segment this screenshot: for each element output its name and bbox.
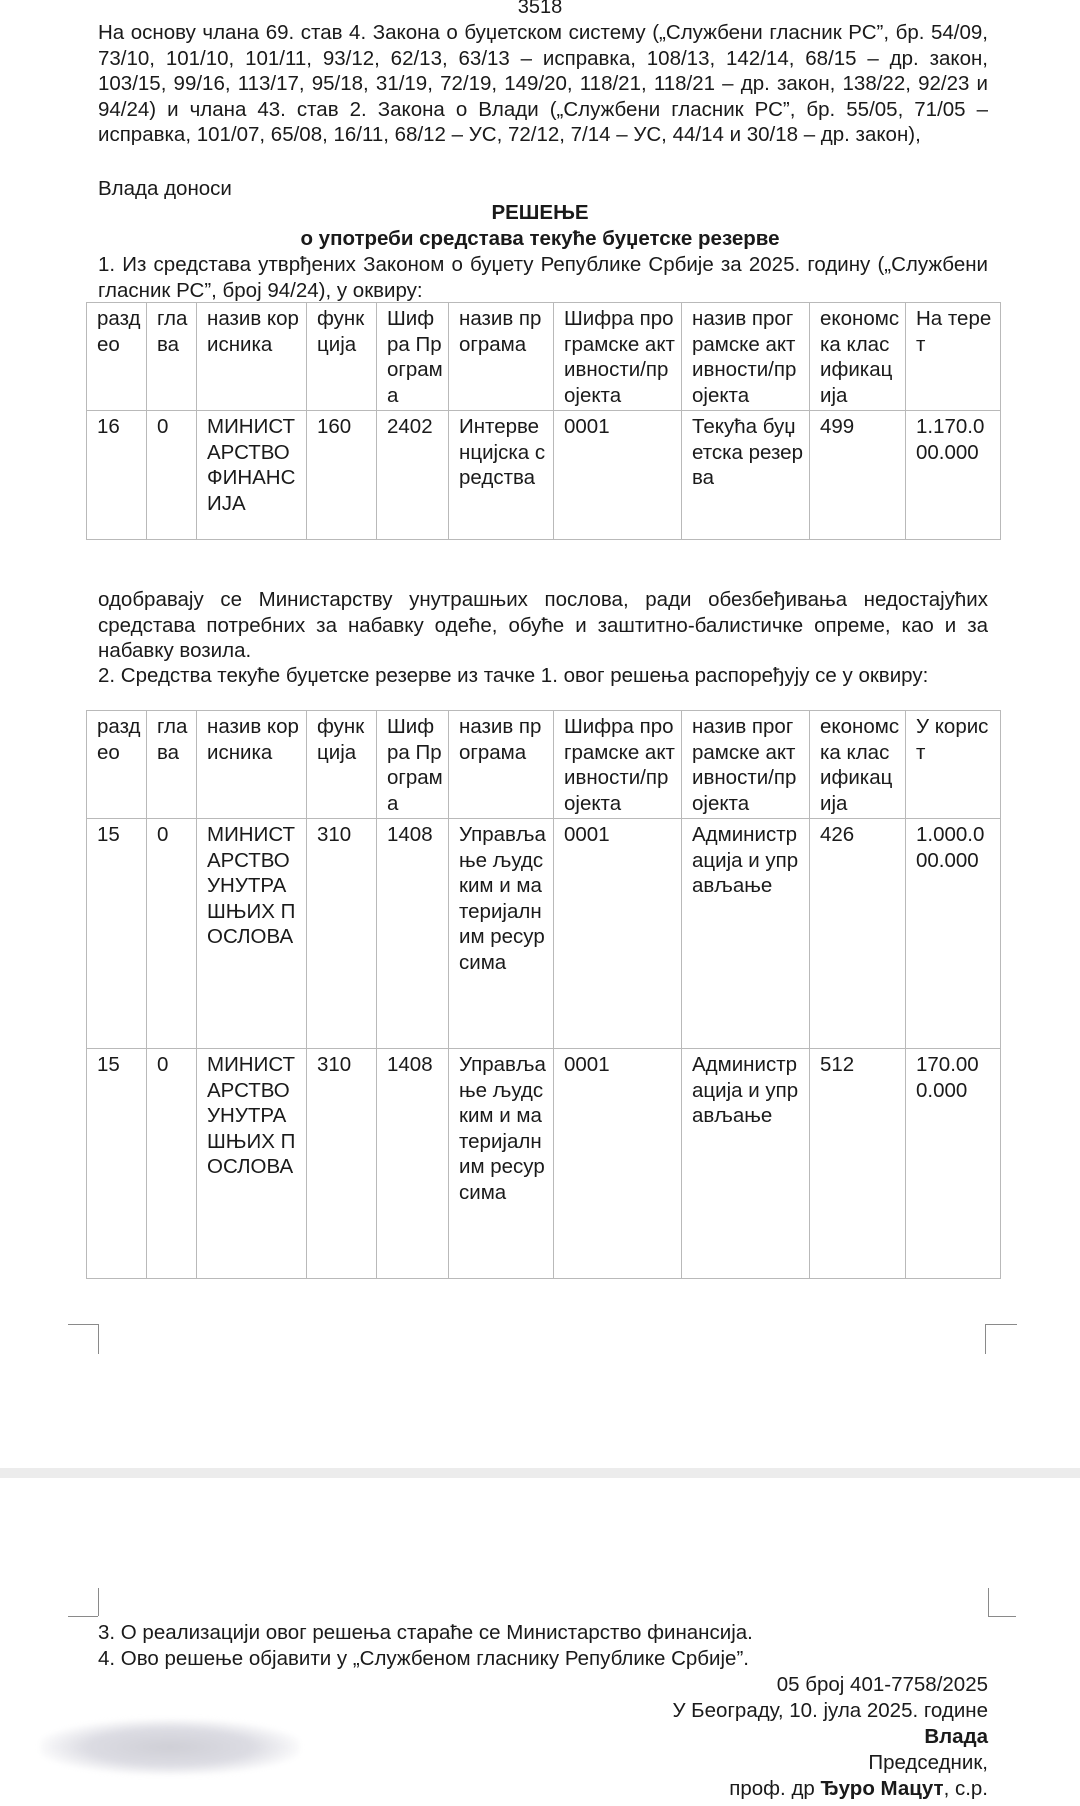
col-header-program-code: Шифра Програма (377, 711, 449, 819)
cell-section: 16 (87, 411, 147, 540)
signatory-role: Председник, (868, 1751, 988, 1774)
col-header-program-code: Шифра Програма (377, 303, 449, 411)
cell-amount: 1.170.000.000 (906, 411, 1001, 540)
col-header-section: раздео (87, 303, 147, 411)
cell-chapter: 0 (147, 1049, 197, 1279)
crop-mark (98, 1588, 99, 1616)
cell-economic-class: 426 (810, 819, 906, 1049)
signatory-suffix: , с.р. (943, 1777, 988, 1800)
cell-function: 160 (307, 411, 377, 540)
col-header-activity-code: Шифра програмске активности/пројекта (554, 303, 682, 411)
crop-mark (68, 1616, 98, 1617)
cell-beneficiary: МИНИСТАРСТВО УНУТРАШЊИХ ПОСЛОВА (197, 819, 307, 1049)
crop-mark (98, 1324, 99, 1354)
cell-function: 310 (307, 819, 377, 1049)
col-header-program-name: назив програма (449, 711, 554, 819)
cell-activity-code: 0001 (554, 411, 682, 540)
cell-activity-code: 0001 (554, 1049, 682, 1279)
cell-chapter: 0 (147, 411, 197, 540)
col-header-activity-name: назив програмске активности/пројекта (682, 711, 810, 819)
decision-title: РЕШЕЊЕ (491, 201, 589, 224)
blurred-watermark (40, 1719, 300, 1775)
crop-mark (988, 1616, 1016, 1617)
signatory-line (729, 1776, 988, 1802)
col-header-chapter: глава (147, 711, 197, 819)
decision-subtitle: о употреби средстава текуће буџетске резерве (300, 227, 780, 250)
point-3-text: 3. О реализацији овог решења стараће се Министарство финансија. (98, 1621, 753, 1644)
cell-activity-name: Текућа буџетска резерва (682, 411, 810, 540)
col-header-debit: На терет (906, 303, 1001, 411)
source-budget-table (86, 302, 1001, 540)
cell-program-name: Управљање људским и материјалним ресурсима (449, 1049, 554, 1279)
table-header-row (87, 303, 1001, 411)
cell-economic-class: 499 (810, 411, 906, 540)
point-1-text: 1. Из средстава утврђених Законом о буџету Републике Србије за 2025. годину („Службени гласник РС”, број 94/24), у оквиру: (98, 253, 988, 302)
cell-program-code: 1408 (377, 819, 449, 1049)
page-number: 3518 (517, 0, 563, 18)
col-header-economic-class: економска класификација (810, 303, 906, 411)
cell-activity-name: Администрација и управљање (682, 819, 810, 1049)
col-header-activity-name: назив програмске активности/пројекта (682, 303, 810, 411)
col-header-chapter: глава (147, 303, 197, 411)
decision-number: 05 број 401-7758/2025 (776, 1673, 988, 1696)
crop-mark (985, 1324, 986, 1354)
cell-economic-class: 512 (810, 1049, 906, 1279)
table-row (87, 411, 1001, 540)
cell-section: 15 (87, 1049, 147, 1279)
cell-beneficiary: МИНИСТАРСТВО УНУТРАШЊИХ ПОСЛОВА (197, 1049, 307, 1279)
col-header-beneficiary: назив корисника (197, 303, 307, 411)
table-row (87, 1049, 1001, 1279)
cell-amount: 1.000.000.000 (906, 819, 1001, 1049)
cell-program-name: Интервенцијска средства (449, 411, 554, 540)
table-header-row (87, 711, 1001, 819)
table-row (87, 819, 1001, 1049)
col-header-program-name: назив програма (449, 303, 554, 411)
page-separator (0, 1468, 1080, 1478)
allocation-budget-table (86, 710, 1001, 1279)
col-header-credit: У корист (906, 711, 1001, 819)
cell-amount: 170.000.000 (906, 1049, 1001, 1279)
point-4-text: 4. Ово решење објавити у „Службеном гласнику Републике Србије”. (98, 1647, 749, 1670)
place-and-date: У Београду, 10. јула 2025. године (672, 1699, 988, 1722)
col-header-function: функција (307, 303, 377, 411)
signatory-title: проф. др (729, 1777, 821, 1800)
col-header-activity-code: Шифра програмске активности/пројекта (554, 711, 682, 819)
signing-body: Влада (924, 1725, 988, 1748)
col-header-beneficiary: назив корисника (197, 711, 307, 819)
col-header-section: раздео (87, 711, 147, 819)
cell-activity-name: Администрација и управљање (682, 1049, 810, 1279)
approval-paragraph: одобравају се Министарству унутрашњих послова, ради обезбеђивања недостајућих средстава потребних за набавку одеће, обуће и заштитно-балистичке опреме, као и за набавку возила. (98, 588, 988, 662)
cell-program-name: Управљање људским и материјалним ресурсима (449, 819, 554, 1049)
issuer-line: Влада доноси (98, 177, 232, 200)
cell-function: 310 (307, 1049, 377, 1279)
signatory-name: Ђуро Мацут (820, 1777, 944, 1800)
cell-chapter: 0 (147, 819, 197, 1049)
cell-activity-code: 0001 (554, 819, 682, 1049)
col-header-function: функција (307, 711, 377, 819)
col-header-economic-class: економска класификација (810, 711, 906, 819)
cell-beneficiary: МИНИСТАРСТВО ФИНАНСИЈА (197, 411, 307, 540)
crop-mark (68, 1324, 98, 1325)
point-2-text: 2. Средства текуће буџетске резерве из тачке 1. овог решења распоређују се у оквиру: (98, 664, 929, 687)
crop-mark (985, 1324, 1017, 1325)
cell-program-code: 1408 (377, 1049, 449, 1279)
cell-program-code: 2402 (377, 411, 449, 540)
legal-basis-paragraph: На основу члана 69. став 4. Закона о буџетском систему („Службени гласник РС”, бр. 54/09, 73/10, 101/10, 101/11, 93/12, 62/13, 63/13 – исправка, 108/13, 142/14, 68/15 – др. закон, 103/15, 99/16, 113/17, 95/18, 31/19, 72/19, 149/20, 118/21, 118/21 – др. закон, 138/22, 92/23 и 94/24) и члана 43. став 2. Закона о Влади („Службени гласник РС”, бр. 55/05, 71/05 – исправка, 101/07, 65/08, 16/11, 68/12 – УС, 72/12, 7/14 – УС, 44/14 и 30/18 – др. закон), (98, 21, 988, 146)
crop-mark (988, 1588, 989, 1616)
cell-section: 15 (87, 819, 147, 1049)
